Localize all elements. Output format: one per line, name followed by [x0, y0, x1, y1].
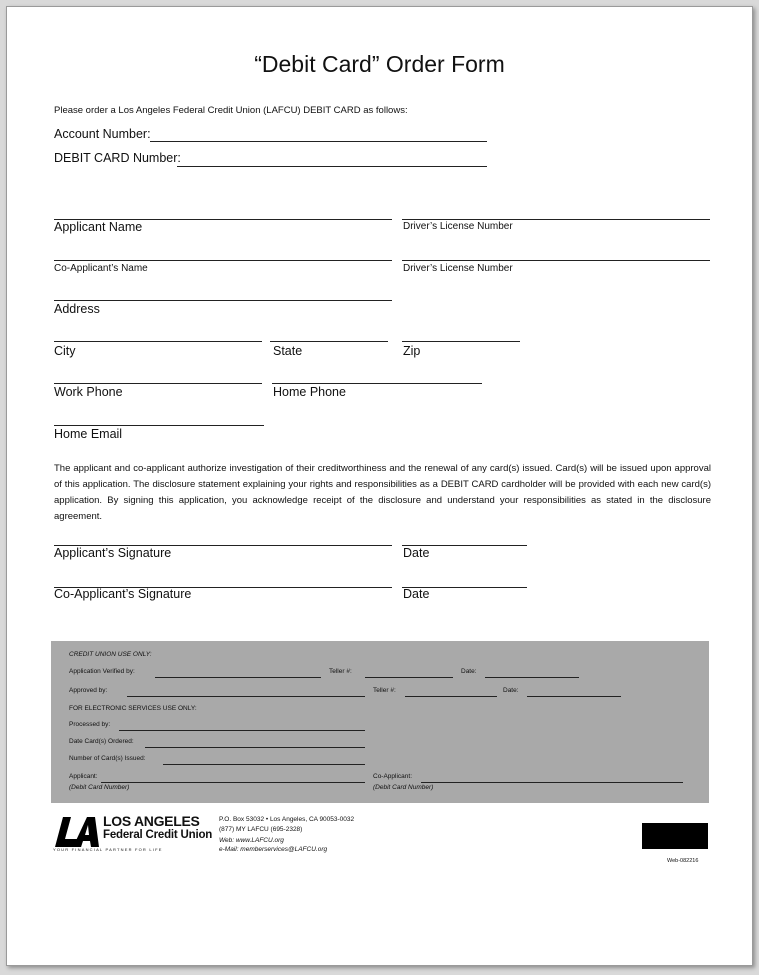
applicant-name-label: Applicant Name [54, 220, 143, 234]
date-field-cu-1[interactable] [485, 677, 579, 678]
black-box [642, 823, 708, 849]
application-verified-label: Application Verified by: [69, 668, 135, 675]
form-title: “Debit Card” Order Form [254, 51, 505, 77]
applicant-signature-label: Applicant’s Signature [54, 546, 172, 560]
co-applicant-signature-label: Co-Applicant’s Signature [54, 587, 192, 601]
footer-address: P.O. Box 53032 • Los Angeles, CA 90053-0032 [219, 816, 355, 823]
processed-by-field[interactable] [119, 730, 365, 731]
lafcu-logo [53, 813, 213, 857]
home-phone-label: Home Phone [273, 385, 346, 399]
account-number-label: Account Number: [54, 127, 151, 141]
application-verified-field[interactable] [155, 677, 321, 678]
logo-line-1: LOS ANGELES [103, 813, 200, 829]
home-email-field[interactable] [54, 425, 264, 426]
credit-union-use-panel [51, 641, 709, 803]
debit-card-number-field[interactable] [177, 166, 487, 167]
home-phone-field[interactable] [272, 383, 482, 384]
intro-text: Please order a Los Angeles Federal Credit Union (LAFCU) DEBIT CARD as follows: [54, 105, 408, 116]
number-issued-field[interactable] [163, 764, 365, 765]
number-issued-label: Number of Card(s) Issued: [69, 755, 146, 762]
address-label: Address [54, 302, 100, 316]
approved-by-field[interactable] [127, 696, 365, 697]
address-field[interactable] [54, 300, 392, 301]
processed-by-label: Processed by: [69, 721, 111, 728]
teller-field-1[interactable] [365, 677, 453, 678]
teller-label-1: Teller #: [329, 668, 352, 675]
footer-phone: (877) MY LAFCU (695-2328) [219, 826, 303, 833]
co-applicant-card-field[interactable] [421, 782, 683, 783]
date-label-cu-1: Date: [461, 668, 477, 675]
applicant-card-field[interactable] [101, 782, 365, 783]
debit-card-number-caption-2: (Debit Card Number) [373, 784, 434, 791]
date-ordered-field[interactable] [145, 747, 365, 748]
date-label-1: Date [403, 546, 430, 560]
approved-by-label: Approved by: [69, 687, 108, 694]
drivers-license-field-2[interactable] [402, 260, 710, 261]
date-ordered-label: Date Card(s) Ordered: [69, 738, 134, 745]
city-label: City [54, 344, 76, 358]
teller-label-2: Teller #: [373, 687, 396, 694]
authorization-paragraph: The applicant and co-applicant authorize investigation of their creditworthiness and the renewal of any card(s) issued. Card(s) will be issued upon approval of this application. The disclosure statement explaining your rights and responsibilities as a DEBIT CARD cardholder will be provided with each new card(s) application. By signing this application, you acknowledge receipt of the disclosure and understand your responsibilities as stated in the disclosure agreement. [54, 463, 711, 522]
work-phone-field[interactable] [54, 383, 262, 384]
la-logo-icon [53, 815, 101, 849]
debit-card-number-caption-1: (Debit Card Number) [69, 784, 130, 791]
date-label-2: Date [403, 587, 430, 601]
zip-label: Zip [403, 344, 421, 358]
electronic-services-heading: FOR ELECTRONIC SERVICES USE ONLY: [69, 705, 197, 712]
co-applicant-name-field[interactable] [54, 260, 392, 261]
co-applicant-card-label: Co-Applicant: [373, 773, 413, 780]
co-applicant-name-label: Co-Applicant’s Name [54, 263, 148, 274]
home-email-label: Home Email [54, 427, 123, 441]
date-label-cu-2: Date: [503, 687, 519, 694]
teller-field-2[interactable] [405, 696, 497, 697]
work-phone-label: Work Phone [54, 385, 123, 399]
account-number-field[interactable] [150, 141, 487, 142]
city-field[interactable] [54, 341, 262, 342]
drivers-license-label-2: Driver’s License Number [403, 263, 513, 274]
date-field-cu-2[interactable] [527, 696, 621, 697]
drivers-license-label-1: Driver’s License Number [403, 221, 513, 232]
logo-tagline: YOUR FINANCIAL PARTNER FOR LIFE [53, 847, 163, 852]
footer-web[interactable]: Web: www.LAFCU.org [219, 837, 284, 844]
credit-union-use-heading: CREDIT UNION USE ONLY: [69, 651, 152, 658]
debit-card-number-label: DEBIT CARD Number: [54, 151, 181, 165]
footer-email[interactable]: e-Mail: memberservices@LAFCU.org [219, 846, 328, 853]
drivers-license-field-1[interactable] [402, 219, 710, 220]
zip-field[interactable] [402, 341, 520, 342]
state-field[interactable] [270, 341, 388, 342]
form-page [6, 6, 753, 966]
applicant-card-label: Applicant: [69, 773, 98, 780]
logo-line-2: Federal Credit Union [103, 829, 213, 841]
form-code: Web-082216 [667, 858, 699, 864]
state-label: State [273, 344, 303, 358]
